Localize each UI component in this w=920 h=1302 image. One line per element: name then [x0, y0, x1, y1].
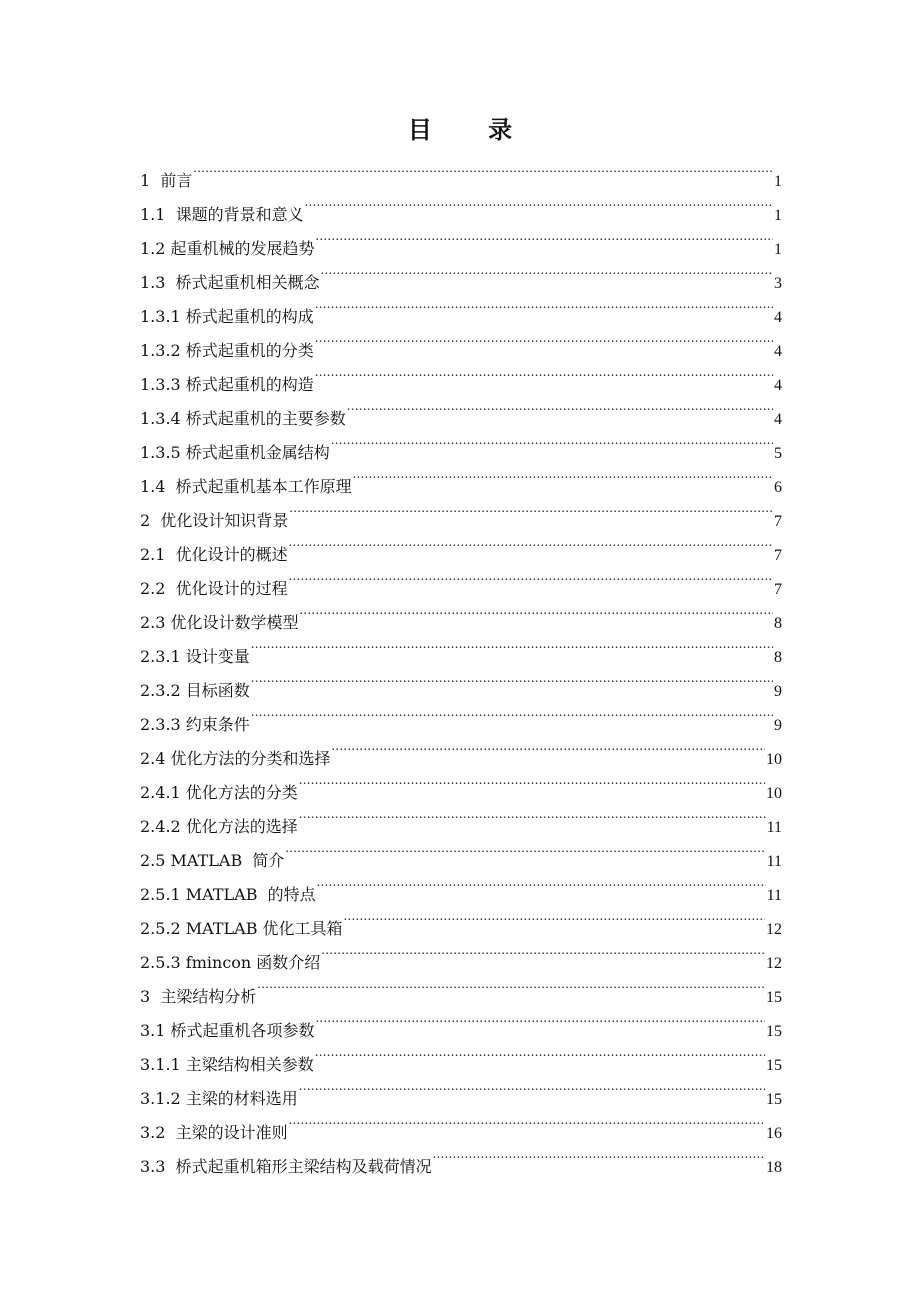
toc-entry-page-number: 11 [766, 853, 782, 870]
toc-entry-label: 1.3.1 桥式起重机的构成 [140, 307, 314, 326]
toc-dot-leader [315, 288, 773, 322]
toc-entry-label: 1.1 课题的背景和意义 [140, 205, 304, 224]
toc-entry-label: 3.1.2 主梁的材料选用 [140, 1089, 298, 1108]
toc-entry-page-number: 8 [774, 649, 782, 666]
toc-entry-page-number: 11 [766, 887, 782, 904]
toc-dot-leader [257, 968, 765, 1002]
toc-entry-page-number: 3 [774, 275, 782, 292]
toc-dot-leader [289, 1104, 765, 1138]
toc-entry-label: 3.2 主梁的设计准则 [140, 1123, 288, 1142]
toc-entry-page-number: 4 [774, 377, 782, 394]
toc-entry-label: 1 前言 [140, 171, 193, 190]
toc-entry-page-number: 8 [774, 615, 782, 632]
toc-dot-leader [289, 560, 773, 594]
toc-entry-page-number: 15 [766, 1091, 782, 1108]
toc-dot-leader [317, 866, 766, 900]
toc-entry-page-number: 5 [774, 445, 782, 462]
toc-dot-leader [315, 356, 773, 390]
toc-entry-label: 1.3.3 桥式起重机的构造 [140, 375, 314, 394]
toc-dot-leader [315, 322, 773, 356]
toc-dot-leader [300, 594, 773, 628]
toc-entry-page-number: 1 [774, 241, 782, 258]
toc-dot-leader [251, 696, 773, 730]
toc-dot-leader [321, 934, 765, 968]
toc-entry-page-number: 1 [774, 173, 782, 190]
toc-entry-page-number: 9 [774, 683, 782, 700]
toc-entry-page-number: 10 [766, 785, 782, 802]
toc-entry-label: 3.1.1 主梁结构相关参数 [140, 1055, 314, 1074]
toc-entry-label: 2.5.1 MATLAB 的特点 [140, 885, 316, 904]
toc-dot-leader [344, 900, 765, 934]
toc-dot-leader [347, 390, 773, 424]
toc-entry-label: 2.5.2 MATLAB 优化工具箱 [140, 919, 343, 938]
toc-entry-label: 3 主梁结构分析 [140, 987, 257, 1006]
toc-list [140, 152, 782, 1176]
toc-dot-leader [251, 628, 773, 662]
toc-entry-page-number: 4 [774, 411, 782, 428]
toc-entry-label: 2.1 优化设计的概述 [140, 545, 288, 564]
toc-entry-page-number: 15 [766, 1057, 782, 1074]
toc-entry-label: 1.3 桥式起重机相关概念 [140, 273, 320, 292]
toc-entry-label: 2.3.2 目标函数 [140, 681, 250, 700]
toc-dot-leader [193, 152, 773, 186]
toc-dot-leader [285, 832, 765, 866]
toc-entry-page-number: 18 [766, 1159, 782, 1176]
toc-dot-leader [321, 254, 773, 288]
toc-dot-leader [299, 798, 766, 832]
toc-entry-page-number: 7 [774, 547, 782, 564]
toc-entry-label: 2.3.1 设计变量 [140, 647, 250, 666]
toc-entry-label: 1.4 桥式起重机基本工作原理 [140, 477, 352, 496]
toc-entry-page-number: 11 [766, 819, 782, 836]
toc-dot-leader [332, 730, 765, 764]
toc-entry-label: 2.2 优化设计的过程 [140, 579, 288, 598]
toc-entry-page-number: 15 [766, 989, 782, 1006]
toc-dot-leader [299, 1070, 765, 1104]
toc-entry-label: 2.4.1 优化方法的分类 [140, 783, 298, 802]
toc-entry-label: 2.3 优化设计数学模型 [140, 613, 299, 632]
toc-dot-leader [316, 220, 773, 254]
toc-entry-page-number: 15 [766, 1023, 782, 1040]
toc-entry-label: 3.1 桥式起重机各项参数 [140, 1021, 315, 1040]
toc-dot-leader [305, 186, 773, 220]
toc-dot-leader [299, 764, 765, 798]
toc-entry-label: 1.3.5 桥式起重机金属结构 [140, 443, 330, 462]
toc-entry-label: 2.4 优化方法的分类和选择 [140, 749, 331, 768]
toc-dot-leader [353, 458, 773, 492]
toc-dot-leader [289, 492, 773, 526]
toc-entry-page-number: 7 [774, 513, 782, 530]
toc-entry-page-number: 4 [774, 309, 782, 326]
toc-entry-page-number: 12 [766, 955, 782, 972]
toc-title: 目 录 [407, 115, 537, 144]
toc-entry-label: 2.3.3 约束条件 [140, 715, 250, 734]
toc-dot-leader [289, 526, 773, 560]
toc-entry-label: 2 优化设计知识背景 [140, 511, 289, 530]
toc-entry-page-number: 7 [774, 581, 782, 598]
toc-entry-label: 2.4.2 优化方法的选择 [140, 817, 298, 836]
toc-dot-leader [315, 1036, 765, 1070]
toc-entry-page-number: 9 [774, 717, 782, 734]
toc-entry-page-number: 1 [774, 207, 782, 224]
toc-entry-page-number: 12 [766, 921, 782, 938]
toc-entry-page-number: 6 [774, 479, 782, 496]
toc-dot-leader [251, 662, 773, 696]
toc-entry-label: 2.5 MATLAB 简介 [140, 851, 285, 870]
toc-entry-label: 1.3.4 桥式起重机的主要参数 [140, 409, 346, 428]
toc-entry-label: 2.5.3 fmincon 函数介绍 [140, 953, 321, 972]
toc-entry-label: 3.3 桥式起重机箱形主梁结构及载荷情况 [140, 1157, 432, 1176]
toc-entry-page-number: 16 [766, 1125, 782, 1142]
toc-entry-page-number: 10 [766, 751, 782, 768]
toc-dot-leader [316, 1002, 765, 1036]
toc-dot-leader [331, 424, 773, 458]
toc-entry[interactable] [140, 186, 782, 224]
toc-entry[interactable] [140, 152, 782, 190]
toc-dot-leader [433, 1138, 765, 1172]
toc-entry-page-number: 4 [774, 343, 782, 360]
toc-entry-label: 1.3.2 桥式起重机的分类 [140, 341, 314, 360]
toc-entry-label: 1.2 起重机械的发展趋势 [140, 239, 315, 258]
